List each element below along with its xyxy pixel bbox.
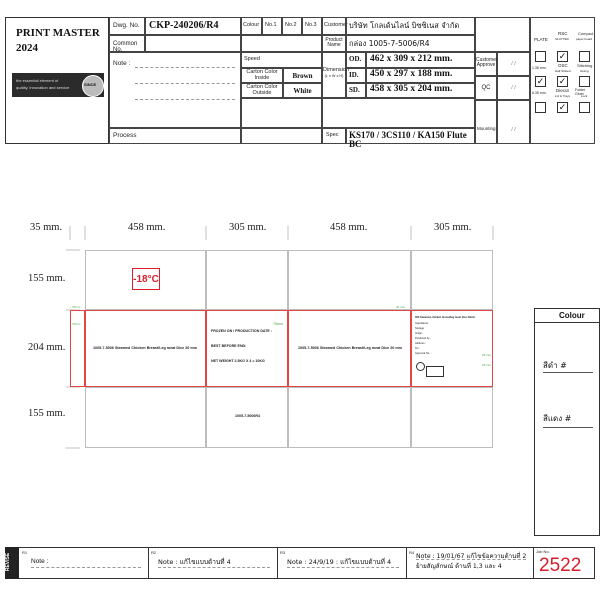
sd-value: 458 x 305 x 204 mm. xyxy=(366,83,475,98)
panel-4-measure-a: 25 mm xyxy=(482,353,492,357)
plate-2-label: 6.35 mm. xyxy=(532,91,547,95)
speed-label: Speed xyxy=(241,52,322,68)
colour-no1: No.1 xyxy=(262,17,282,35)
revise-tab: REVISE xyxy=(5,547,19,579)
rsc-label: RSC xyxy=(558,31,568,36)
panel-4-line-7: Tel : xyxy=(415,347,420,350)
osc-label: OSC xyxy=(558,63,568,68)
note-box[interactable]: Note : xyxy=(109,52,241,128)
panel-4-line-5: Produced by : xyxy=(415,337,432,340)
diecut-sub: Lid & Trays xyxy=(555,94,571,98)
diecut-label: Diecut xyxy=(556,88,569,93)
carton-outside-label: Carton Color Outside xyxy=(241,83,283,98)
body-panel-3 xyxy=(288,310,411,387)
bottom-flap-3 xyxy=(288,387,411,448)
top-flap-1 xyxy=(85,250,206,310)
diecut-checkbox[interactable]: ✓ xyxy=(558,103,567,113)
spec-label: Spec xyxy=(322,128,346,144)
top-flap-2 xyxy=(206,250,288,310)
rev-4[interactable]: R4 Note : 19/01/67 แก้ไขข้อความด้านที่ 2 ย้ายสัญลักษณ์ ด้านที่ 1,3 และ 4 xyxy=(406,547,534,579)
logo-tagline-1: the essential element of xyxy=(16,78,59,83)
dim-body: 204 mm. xyxy=(28,342,66,353)
glue-measure-2: 75mm xyxy=(72,322,81,326)
colour-swatch-red: สีแดง # xyxy=(543,414,572,423)
panel-2-code: 1005-7-5006R4 xyxy=(235,414,260,418)
compsd-sub: paper board xyxy=(576,37,593,41)
body-panel-4 xyxy=(411,310,493,387)
compsd-label: Compsd. xyxy=(578,31,595,36)
colour-label: Colour xyxy=(241,17,262,35)
top-flap-4 xyxy=(411,250,493,310)
frozen-temp-mark: -18°C xyxy=(132,268,160,290)
common-no-label: Common No. xyxy=(109,35,145,52)
qc-date[interactable]: / / xyxy=(497,76,530,100)
spec-value: KS170 / 3CS110 / KA150 Flute BC xyxy=(346,128,475,144)
carton-inside-value: Brown xyxy=(283,68,322,83)
bottom-flap-2 xyxy=(206,387,288,448)
folder-sub: Lock xyxy=(581,94,588,98)
colour-no3: No.3 xyxy=(302,17,322,35)
carton-outside-value: White xyxy=(283,83,322,98)
rev-1[interactable]: R1 Note : xyxy=(19,547,149,579)
rev-3[interactable]: R3 Note : 24/9/19 : แก้ไขแบบด้านที่ 4 xyxy=(277,547,407,579)
colour-panel-title: Colour xyxy=(559,311,585,320)
dim-glue-flap: 35 mm. xyxy=(30,222,63,233)
panel-4-line-2: Ingredients : xyxy=(415,322,430,325)
dim-panel-2: 305 mm. xyxy=(229,222,267,233)
panel-4-line-4: Origin : xyxy=(415,332,424,335)
rsc-sub: SLOTTED xyxy=(555,37,569,41)
panel-4-line-6: Address : xyxy=(415,342,426,345)
plate-1-check[interactable]: ✓ xyxy=(536,77,545,87)
qc-label: QC xyxy=(475,76,497,100)
company-year: 2024 xyxy=(16,42,38,54)
panel-1-product-text: 1005-7-5006 Steamed Chicken Breast/Leg meat Dice 20 mm xyxy=(93,346,197,350)
panel-4-line-1: 000 Steamed chicken breast/leg meat dice 20mm xyxy=(415,316,476,319)
od-value: 462 x 309 x 212 mm. xyxy=(366,52,475,68)
panel-4-measure-b: 25 mm xyxy=(482,363,492,367)
folder-label: Folder Gluer xyxy=(575,88,586,96)
frozen-on-label: FROZEN ON / PRODUCTION DATE : xyxy=(211,329,273,333)
process-label: Process xyxy=(109,128,241,144)
bottom-flap-1 xyxy=(85,387,206,448)
mounting-date[interactable]: / / xyxy=(497,100,530,144)
top-flap-3 xyxy=(288,250,411,310)
stitching-sub: Gluing xyxy=(580,69,589,73)
customer-approve-date[interactable]: / / xyxy=(497,52,530,76)
company-name: PRINT MASTER xyxy=(16,27,100,39)
stitching-label: Stitching xyxy=(577,63,593,68)
best-before-label: BEST BEFORE END: xyxy=(211,344,247,348)
rev-2[interactable]: R2 Note : แก้ไขแบบด้านที่ 4 xyxy=(148,547,278,579)
plate-label: PLATE xyxy=(534,37,548,42)
colour-swatch-black: สีดำ # xyxy=(543,361,567,370)
body-panel-2 xyxy=(206,310,288,387)
id-value: 450 x 297 x 188 mm. xyxy=(366,68,475,83)
product-name-label: Product Name xyxy=(322,35,346,52)
dim-panel-3: 458 mm. xyxy=(330,222,368,233)
customer-approve-label: Customer Approve xyxy=(475,52,497,76)
dim-panel-1: 458 mm. xyxy=(128,222,166,233)
colour-side-panel xyxy=(534,308,600,536)
logo-tag: SINCE xyxy=(84,82,97,87)
customer-label: Customer xyxy=(322,17,346,35)
job-number: 2522 xyxy=(539,555,582,576)
approval-seal-icon xyxy=(416,362,425,371)
panel-4-measure-c: 20 mm xyxy=(396,305,406,309)
bottom-flap-4 xyxy=(411,387,493,448)
sd-label: SD. xyxy=(346,83,366,98)
panel-4-line-8: Approval No. : xyxy=(415,352,432,355)
dwg-no-value: CKP-240206/R4 xyxy=(145,17,241,35)
carton-inside-label: Carton Color Inside xyxy=(241,68,283,83)
dim-panel-4: 305 mm. xyxy=(434,222,472,233)
net-weight-label: NET WEIGHT 2.5KG X 4 = 10KG xyxy=(211,359,265,363)
body-panel-1 xyxy=(85,310,206,387)
osc-checkbox[interactable]: ✓ xyxy=(558,77,567,87)
od-label: OD. xyxy=(346,52,366,68)
plate-1-label: 1.38 mm. xyxy=(532,66,547,70)
rsc-checkbox[interactable]: ✓ xyxy=(558,52,567,62)
dim-bottom-flap: 155 mm. xyxy=(28,408,66,419)
colour-no2: No.2 xyxy=(282,17,302,35)
osc-sub: Half Slotted xyxy=(555,69,571,73)
id-label: ID. xyxy=(346,68,366,83)
dwg-no-label: Dwg. No. xyxy=(109,17,145,35)
panel-3-product-text: 1005-7-5006 Steamed Chicken Breast/Leg meat Dice 20 mm xyxy=(298,346,402,350)
barcode-icon xyxy=(426,366,444,377)
dim-top-flap: 155 mm. xyxy=(28,273,66,284)
job-number-box: Job No. 2522 xyxy=(536,549,582,576)
glue-measure-1: 75mm xyxy=(72,305,81,309)
product-name-value: กล่อง 1005-7-5006/R4 xyxy=(346,35,475,52)
customer-value: บริษัท โกลเด้นไลน์ บิซซิเนส จำกัด xyxy=(346,17,475,35)
mounting-label: Mounting xyxy=(475,100,497,144)
dimension-label: Dimension (L x W x H) xyxy=(322,52,346,98)
panel-4-line-3: Storage : xyxy=(415,327,426,330)
logo-tagline-2: quality, innovation and service xyxy=(16,85,70,90)
panel-2-measure: 75mm xyxy=(273,322,283,326)
